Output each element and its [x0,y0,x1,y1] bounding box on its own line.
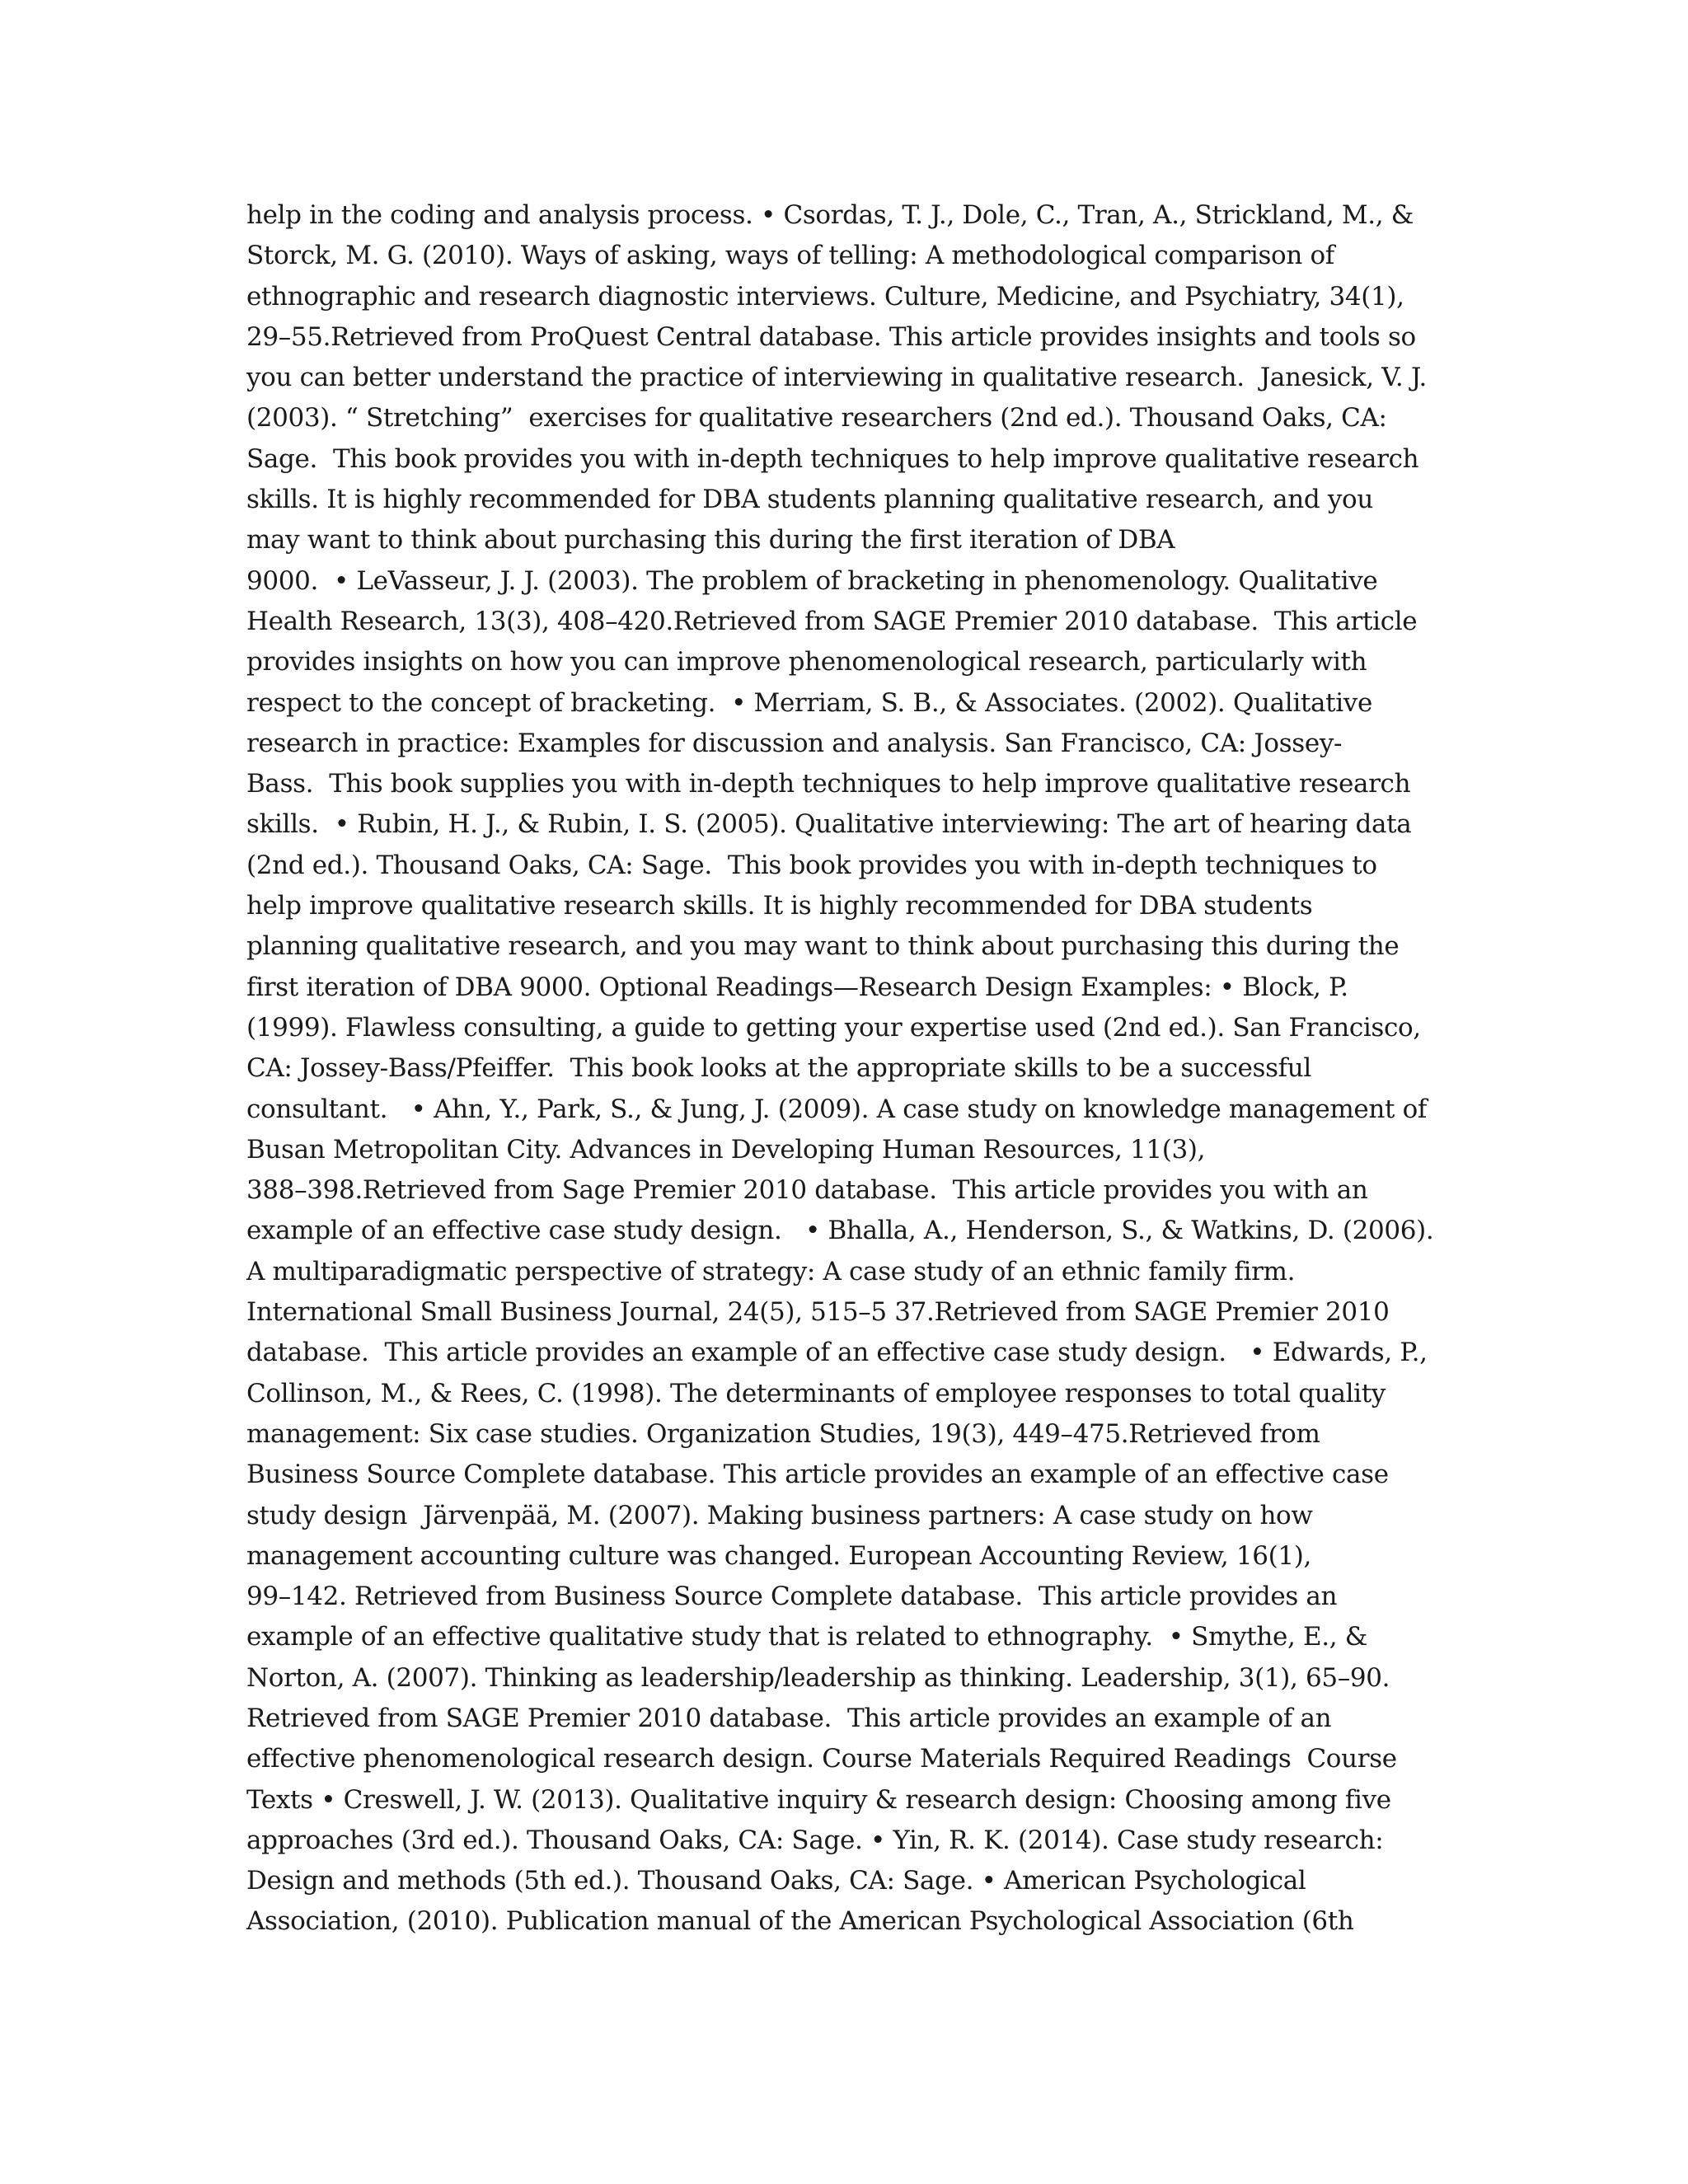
text-line: ethnographic and research diagnostic interviews. Culture, Medicine, and Psychiatry, 34(1), [246,281,1404,312]
text-line: provides insights on how you can improve phenomenological research, particularly with [246,647,1367,677]
text-line: skills. It is highly recommended for DBA students planning qualitative research, and you [246,485,1373,515]
text-line: Bass. This book supplies you with in-depth techniques to help improve qualitative research [246,769,1411,799]
text-line: management: Six case studies. Organization Studies, 19(3), 449–475.Retrieved from [246,1418,1320,1449]
text-line: skills. • Rubin, H. J., & Rubin, I. S. (2005). Qualitative interviewing: The art of hearing data [246,809,1412,840]
text-line: research in practice: Examples for discussion and analysis. San Francisco, CA: Jossey- [246,728,1343,758]
text-line: effective phenomenological research design. Course Materials Required Readings Course [246,1744,1397,1774]
text-line: planning qualitative research, and you may want to think about purchasing this during the [246,931,1400,962]
text-line: 29–55.Retrieved from ProQuest Central database. This article provides insights and tools so [246,321,1416,352]
text-line: Texts • Creswell, J. W. (2013). Qualitative inquiry & research design: Choosing among five [246,1784,1391,1815]
text-line: Sage. This book provides you with in-depth techniques to help improve qualitative research [246,443,1419,474]
text-line: study design Järvenpää, M. (2007). Making business partners: A case study on how [246,1500,1313,1530]
text-line: 99–142. Retrieved from Business Source Complete database. This article provides an [246,1582,1338,1612]
text-line: A multiparadigmatic perspective of strategy: A case study of an ethnic family firm. [246,1256,1296,1286]
text-line: (1999). Flawless consulting, a guide to getting your expertise used (2nd ed.). San Francisco, [246,1012,1421,1043]
text-line: (2003). “ Stretching” exercises for qualitative researchers (2nd ed.). Thousand Oaks, CA: [246,403,1387,434]
text-line: 388–398.Retrieved from Sage Premier 2010 database. This article provides you with an [246,1175,1368,1206]
text-line: respect to the concept of bracketing. • Merriam, S. B., & Associates. (2002). Qualitative [246,687,1372,718]
text-line: 9000. • LeVasseur, J. J. (2003). The problem of bracketing in phenomenology. Qualitative [246,565,1378,596]
text-line: Collinson, M., & Rees, C. (1998). The determinants of employee responses to total quality [246,1378,1386,1408]
text-line: CA: Jossey-Bass/Pfeiffer. This book looks at the appropriate skills to be a successful [246,1053,1311,1084]
text-line: first iteration of DBA 9000. Optional Readings—Research Design Examples: • Block, P. [246,972,1348,1002]
text-line: International Small Business Journal, 24(5), 515–5 37.Retrieved from SAGE Premier 2010 [246,1297,1390,1328]
text-line: Association, (2010). Publication manual of the American Psychological Association (6th [246,1906,1354,1937]
text-line: Busan Metropolitan City. Advances in Developing Human Resources, 11(3), [246,1134,1206,1165]
text-line: help improve qualitative research skills. It is highly recommended for DBA students [246,891,1313,921]
text-line: example of an effective case study design. • Bhalla, A., Henderson, S., & Watkins, D. (2006). [246,1216,1434,1246]
text-line: Health Research, 13(3), 408–420.Retrieved from SAGE Premier 2010 database. This article [246,606,1418,636]
text-line: help in the coding and analysis process. • Csordas, T. J., Dole, C., Tran, A., Strickland, M., & [246,200,1414,230]
text-line: Retrieved from SAGE Premier 2010 database. This article provides an example of an [246,1703,1332,1733]
text-line: management accounting culture was changed. European Accounting Review, 16(1), [246,1540,1311,1571]
text-line: may want to think about purchasing this during the first iteration of DBA [246,525,1175,555]
text-line: Business Source Complete database. This article provides an example of an effective case [246,1460,1389,1490]
text-line: database. This article provides an example of an effective case study design. • Edwards, P., [246,1338,1428,1368]
text-line: consultant. • Ahn, Y., Park, S., & Jung, J. (2009). A case study on knowledge management of [246,1094,1428,1124]
text-line: Norton, A. (2007). Thinking as leadership/leadership as thinking. Leadership, 3(1), 65–90. [246,1662,1390,1693]
text-line: you can better understand the practice of interviewing in qualitative research. Janesick, V. J. [246,363,1428,393]
text-line: example of an effective qualitative study that is related to ethnography. • Smythe, E., & [246,1622,1368,1652]
body-text [246,195,1450,1943]
text-line: (2nd ed.). Thousand Oaks, CA: Sage. This book provides you with in-depth techniques to [246,850,1377,880]
text-line: Design and methods (5th ed.). Thousand Oaks, CA: Sage. • American Psychological [246,1866,1306,1896]
text-line: Storck, M. G. (2010). Ways of asking, ways of telling: A methodological comparison of [246,241,1334,271]
text-line: approaches (3rd ed.). Thousand Oaks, CA: Sage. • Yin, R. K. (2014). Case study research: [246,1825,1384,1855]
